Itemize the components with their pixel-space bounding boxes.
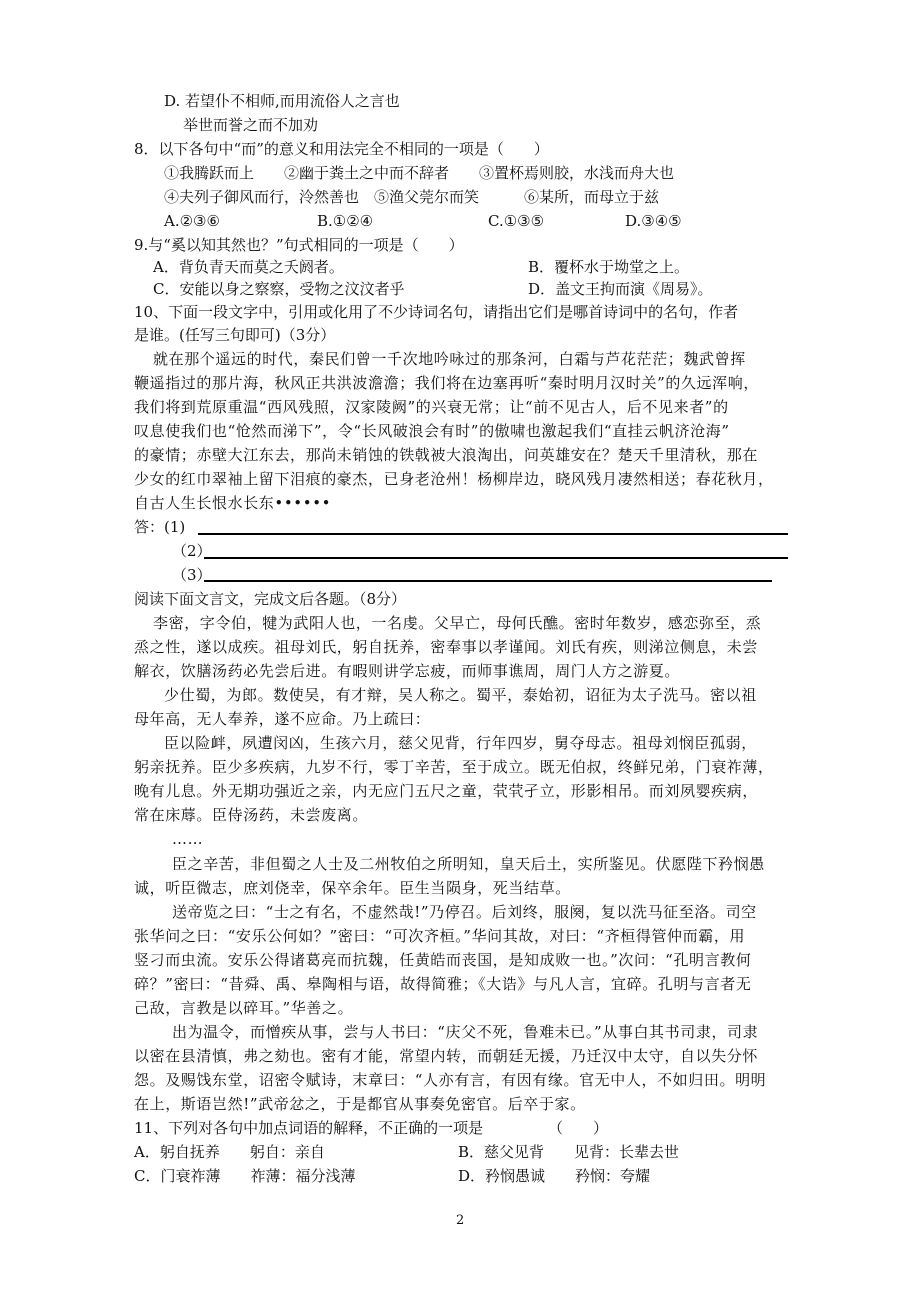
reading-line: 臣之辛苦，非但蜀之人士及二州牧伯之所明知，皇天后土，实所鉴见。伏愿陛下矜悯愚: [172, 855, 765, 873]
q8-option-b: B.①②④: [317, 212, 374, 230]
q10-passage-line: 的豪情；赤壁大江东去，那尚未销蚀的铁戟被大浪淘出，问英雄安在？楚天千里清秋，那在: [134, 446, 759, 464]
q10-stem-line2: 是谁。(任写三句即可)（3分）: [134, 326, 336, 344]
q10-stem-line1: 10、下面一段文字中，引用或化用了不少诗词名句，请指出它们是哪首诗词中的名句，作者: [134, 303, 739, 321]
reading-line: 躬亲抚养。臣少多疾病，九岁不行，零丁辛苦，至于成立。既无伯叔，终鲜兄弟，门衰祚薄，: [134, 758, 774, 776]
reading-line: 烝之性，遂以成疾。祖母刘氏，躬自抚养，密奉事以孝谨闻。刘氏有疾，则涕泣侧息，未尝: [134, 638, 759, 656]
q11-option-b: B．慈父见背 见背：长辈去世: [458, 1143, 680, 1161]
q10-passage-line: 叹息使我们也“怆然而涕下”，令“长风破浪会有时”的傲啸也激起我们“直挂云帆济沧海”: [134, 422, 730, 440]
reading-line: 常在床蓐。臣侍汤药，未尝废离。: [134, 806, 369, 824]
q10-passage-line: 自古人生长恨水长东••••••: [134, 494, 332, 512]
reading-line: 在上，斯语岂然!”武帝忿之，于是都官从事奏免密官。后卒于家。: [134, 1095, 586, 1113]
answer-line-1[interactable]: [198, 533, 788, 535]
q9-option-b: B．覆杯水于坳堂之上。: [528, 258, 690, 276]
q8-sentences-row2: ④夫列子御风而行，泠然善也 ⑤渔父莞尔而笑 ⑥某所，而母立于兹: [164, 188, 660, 206]
q11-answer-paren: （ ）: [548, 1119, 609, 1137]
reading-line: 出为温令，而憎疾从事，尝与人书曰：“庆父不死，鲁难未已。”从事白其书司隶，司隶: [172, 1023, 759, 1041]
q8-sentences-row1: ①我腾跃而上 ②幽于粪土之中而不辞者 ③置杯焉则胶，水浅而舟大也: [164, 164, 675, 182]
q8-option-d: D.③④⑤: [625, 212, 682, 230]
reading-line: 诚，听臣微志，庶刘侥幸，保卒余年。臣生当陨身，死当结草。: [134, 879, 571, 897]
reading-line: 臣以险衅，夙遭闵凶，生孩六月，慈父见背，行年四岁，舅夺母志。祖母刘悯臣孤弱，: [164, 734, 757, 752]
q11-option-c: C．门衰祚薄 祚薄：福分浅薄: [134, 1167, 356, 1185]
reading-ellipsis: ……: [172, 830, 204, 848]
answer-line-2[interactable]: [204, 557, 788, 559]
reading-line: 碎？”密曰：“昔舜、禹、皋陶相与语，故得简雅；《大诰》与凡人言，宜碎。孔明与言者无: [134, 975, 752, 993]
reading-line: 解衣，饮膳汤药必先尝后进。有暇则讲学忘疲，而师事谯周，周门人方之游夏。: [134, 662, 681, 680]
reading-line: 张华问之曰：“安乐公何如？”密曰：“可次齐桓。”华问其故，对曰：“齐桓得管仲而霸，用: [134, 927, 746, 945]
reading-intro: 阅读下面文言文，完成文后各题。（8分）: [134, 590, 407, 608]
q8-option-c: C.①③⑤: [488, 212, 545, 230]
q9-option-c: C．安能以身之察察，受物之汶汶者乎: [153, 280, 405, 298]
q9-stem: 9.与“奚以知其然也？”句式相同的一项是（ ）: [134, 236, 464, 254]
q10-passage-line: 就在那个遥远的时代，秦民们曾一千次地吟咏过的那条河，白霜与芦花茫茫；魏武曾挥: [153, 350, 746, 368]
q9-option-d: D．盖文王拘而演《周易》。: [528, 280, 713, 298]
q11-option-a: A．躬自抚养 躬自：亲自: [134, 1143, 325, 1161]
q10-passage-line: 少女的红巾翠袖上留下泪痕的豪杰，已身老沧州！杨柳岸边，晓风残月凄然相送；春花秋月，: [134, 470, 774, 488]
reading-line: 竖刁而虫流。安乐公得诸葛亮而抗魏，任黄皓而丧国，是知成败一也。”次问：“孔明言教何: [134, 951, 752, 969]
q10-answer-label-3: （3）: [172, 566, 212, 584]
reading-line: 送帝览之曰：“士之有名，不虚然哉!”乃停召。后刘终，服阕，复以洗马征至洛。司空: [172, 903, 757, 921]
reading-line: 怨。及赐饯东堂，诏密令赋诗，末章曰：“人亦有言，有因有缘。官无中人，不如归田。明明: [134, 1071, 767, 1089]
page-number: 2: [456, 1213, 465, 1228]
reading-line: 以密在县清慎，弗之劾也。密有才能，常望内转，而朝廷无援，乃迁汉中太守，自以失分怀: [134, 1047, 759, 1065]
reading-line: 母年高，无人奉养，遂不应命。乃上疏曰：: [134, 710, 431, 728]
q10-passage-line: 我们将到荒原重温“西风残照，汉家陵阙”的兴衰无常；让“前不见古人，后不见来者”的: [134, 398, 729, 416]
q7-option-d-line2: 举世而誉之而不加劝: [183, 116, 319, 134]
reading-line: 少仕蜀，为郎。数使吴，有才辩，吴人称之。蜀平，泰始初，诏征为太子洗马。密以祖: [164, 686, 757, 704]
q10-answer-label-2: （2）: [172, 542, 212, 560]
q8-stem: 8．以下各句中“而”的意义和用法完全不相同的一项是（ ）: [134, 140, 549, 158]
reading-line: 己敌，言教是以碎耳。”华善之。: [134, 999, 354, 1017]
q10-passage-line: 鞭遥指过的那片海，秋风正共洪波澹澹；我们将在边塞再听“秦时明月汉时关”的久远浑响，: [134, 374, 759, 392]
q8-option-a: A.②③⑥: [164, 212, 220, 230]
q11-stem: 11、下列对各句中加点词语的解释，不正确的一项是: [134, 1119, 484, 1137]
q11-option-d: D．矜悯愚诚 矜悯：夸耀: [458, 1167, 651, 1185]
answer-line-3[interactable]: [204, 580, 772, 582]
reading-line: 李密，字令伯，犍为武阳人也，一名虔。父早亡，母何氏醮。密时年数岁，感恋弥至，烝: [153, 614, 762, 632]
q10-answer-label-1: 答：(1): [134, 518, 186, 536]
q7-option-d-line1: D. 若望仆不相师,而用流俗人之言也: [164, 92, 400, 110]
reading-line: 晚有儿息。外无期功强近之亲，内无应门五尺之童，茕茕孑立，形影相吊。而刘夙婴疾病，: [134, 782, 759, 800]
q9-option-a: A．背负青天而莫之夭阏者。: [153, 258, 344, 276]
